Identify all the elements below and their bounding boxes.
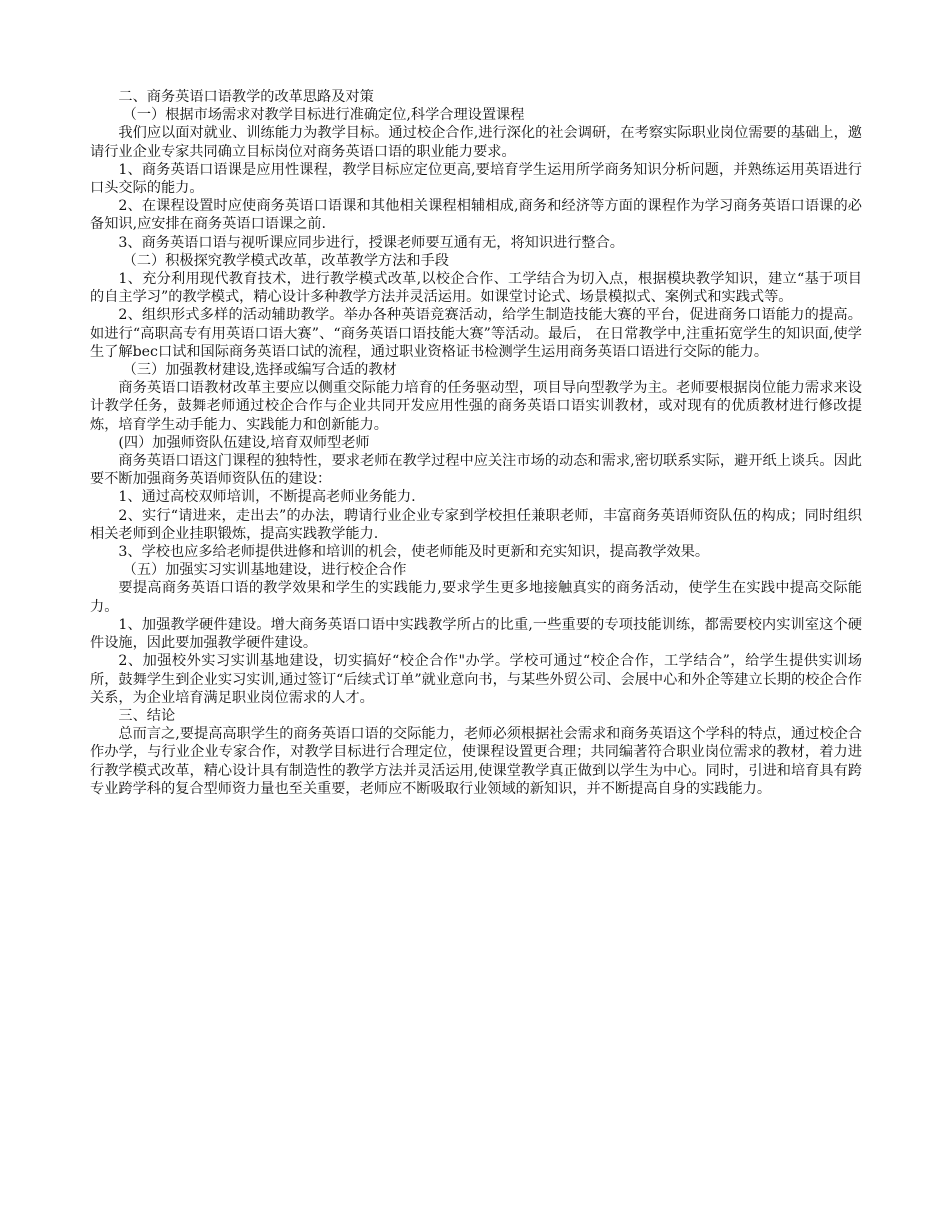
paragraph: 2、在课程设置时应使商务英语口语课和其他相关课程相辅相成,商务和经济等方面的课程作为学习商务英语口语课的必备知识,应安排在商务英语口语课之前. bbox=[90, 198, 862, 233]
document-page bbox=[90, 88, 862, 798]
paragraph: 我们应以面对就业、训练能力为教学目标。通过校企合作,进行深化的社会调研，在考察实际职业岗位需要的基础上，邀请行业企业专家共同确立目标岗位对商务英语口语的职业能力要求。 bbox=[90, 125, 862, 160]
subsection-heading: （三）加强教材建设,选择或编写合适的教材 bbox=[122, 362, 397, 379]
paragraph: 1、加强教学硬件建设。增大商务英语口语中实践教学所占的比重,一些重要的专项技能训练，都需要校内实训室这个硬件设施，因此要加强教学硬件建设。 bbox=[90, 616, 862, 652]
subsection-heading: （二）积极探究教学模式改革，改革教学方法和手段 bbox=[122, 252, 449, 269]
paragraph: 2、实行“请进来，走出去”的办法，聘请行业企业专家到学校担任兼职老师，丰富商务英语师资队伍的构成；同时组织相关老师到企业挂职锻炼，提高实践教学能力. bbox=[90, 507, 862, 542]
subsection-heading: （五）加强实习实训基地建设，进行校企合作 bbox=[122, 562, 407, 579]
paragraph: 3、学校也应多给老师提供进修和培训的机会，使老师能及时更新和充实知识，提高教学效果。 bbox=[118, 544, 710, 561]
section-heading: 三、结论 bbox=[118, 707, 176, 724]
paragraph: 商务英语口语这门课程的独特性，要求老师在教学过程中应关注市场的动态和需求,密切联系实际，避开纸上谈兵。因此要不断加强商务英语师资队伍的建设： bbox=[90, 453, 862, 488]
paragraph: 要提高商务英语口语的教学效果和学生的实践能力,要求学生更多地接触真实的商务活动，使学生在实践中提高交际能力。 bbox=[90, 580, 862, 615]
paragraph: 商务英语口语教材改革主要应以侧重交际能力培育的任务驱动型，项目导向型教学为主。老师要根据岗位能力需求来设计教学任务，鼓舞老师通过校企合作与企业共同开发应用性强的商务英语口语实训教材，或对现有的优质教材进行修改提炼，培育学生动手能力、实践能力和创新能力。 bbox=[90, 380, 862, 433]
section-heading: 二、商务英语口语教学的改革思路及对策 bbox=[118, 89, 374, 105]
subsection-heading: （一）根据市场需求对教学目标进行准确定位,科学合理设置课程 bbox=[122, 107, 525, 124]
paragraph: 1、商务英语口语课是应用性课程，教学目标应定位更高,要培育学生运用所学商务知识分析问题，并熟练运用英语进行口头交际的能力。 bbox=[90, 161, 862, 197]
paragraph: 1、充分利用现代教育技术，进行教学模式改革,以校企合作、工学结合为切入点，根据模块教学知识，建立“基于项目的自主学习”的教学模式，精心设计多种教学方法并灵活运用。如课堂讨论式、场景模拟式、案例式和实践式等。 bbox=[90, 271, 862, 306]
paragraph: 1、通过高校双师培训，不断提高老师业务能力. bbox=[118, 489, 416, 506]
subsection-heading: (四）加强师资队伍建设,培育双师型老师 bbox=[118, 434, 370, 451]
paragraph: 2、组织形式多样的活动辅助教学。举办各种英语竞赛活动，给学生制造技能大赛的平台，促进商务口语能力的提高。如进行“高职高专有用英语口语大赛”、“商务英语口语技能大赛”等活动。最后， 在日常教学中,注重拓宽学生的知识面,使学生了解bec口试和国际商务英语口试的流程，通过职业资格证书检测学生运用商务英语口语进行交际的能力。 bbox=[90, 307, 862, 360]
paragraph: 3、商务英语口语与视听课应同步进行，授课老师要互通有无，将知识进行整合。 bbox=[118, 234, 624, 251]
paragraph: 总而言之,要提高高职学生的商务英语口语的交际能力，老师必须根据社会需求和商务英语这个学科的特点，通过校企合作办学，与行业企业专家合作，对教学目标进行合理定位，使课程设置更合理；共同编著符合职业岗位需求的教材，着力进行教学模式改革，精心设计具有制造性的教学方法并灵活运用,使课堂教学真正做到以学生为中心。同时，引进和培育具有跨专业跨学科的复合型师资力量也至关重要，老师应不断吸取行业领域的新知识，并不断提高自身的实践能力。 bbox=[90, 726, 862, 797]
paragraph: 2、加强校外实习实训基地建设，切实搞好“校企合作"办学。学校可通过“校企合作，工学结合”，给学生提供实训场所，鼓舞学生到企业实习实训,通过签订“后续式订单”就业意向书，与某些外贸公司、会展中心和外企等建立长期的校企合作关系，为企业培育满足职业岗位需求的人才。 bbox=[90, 653, 862, 706]
